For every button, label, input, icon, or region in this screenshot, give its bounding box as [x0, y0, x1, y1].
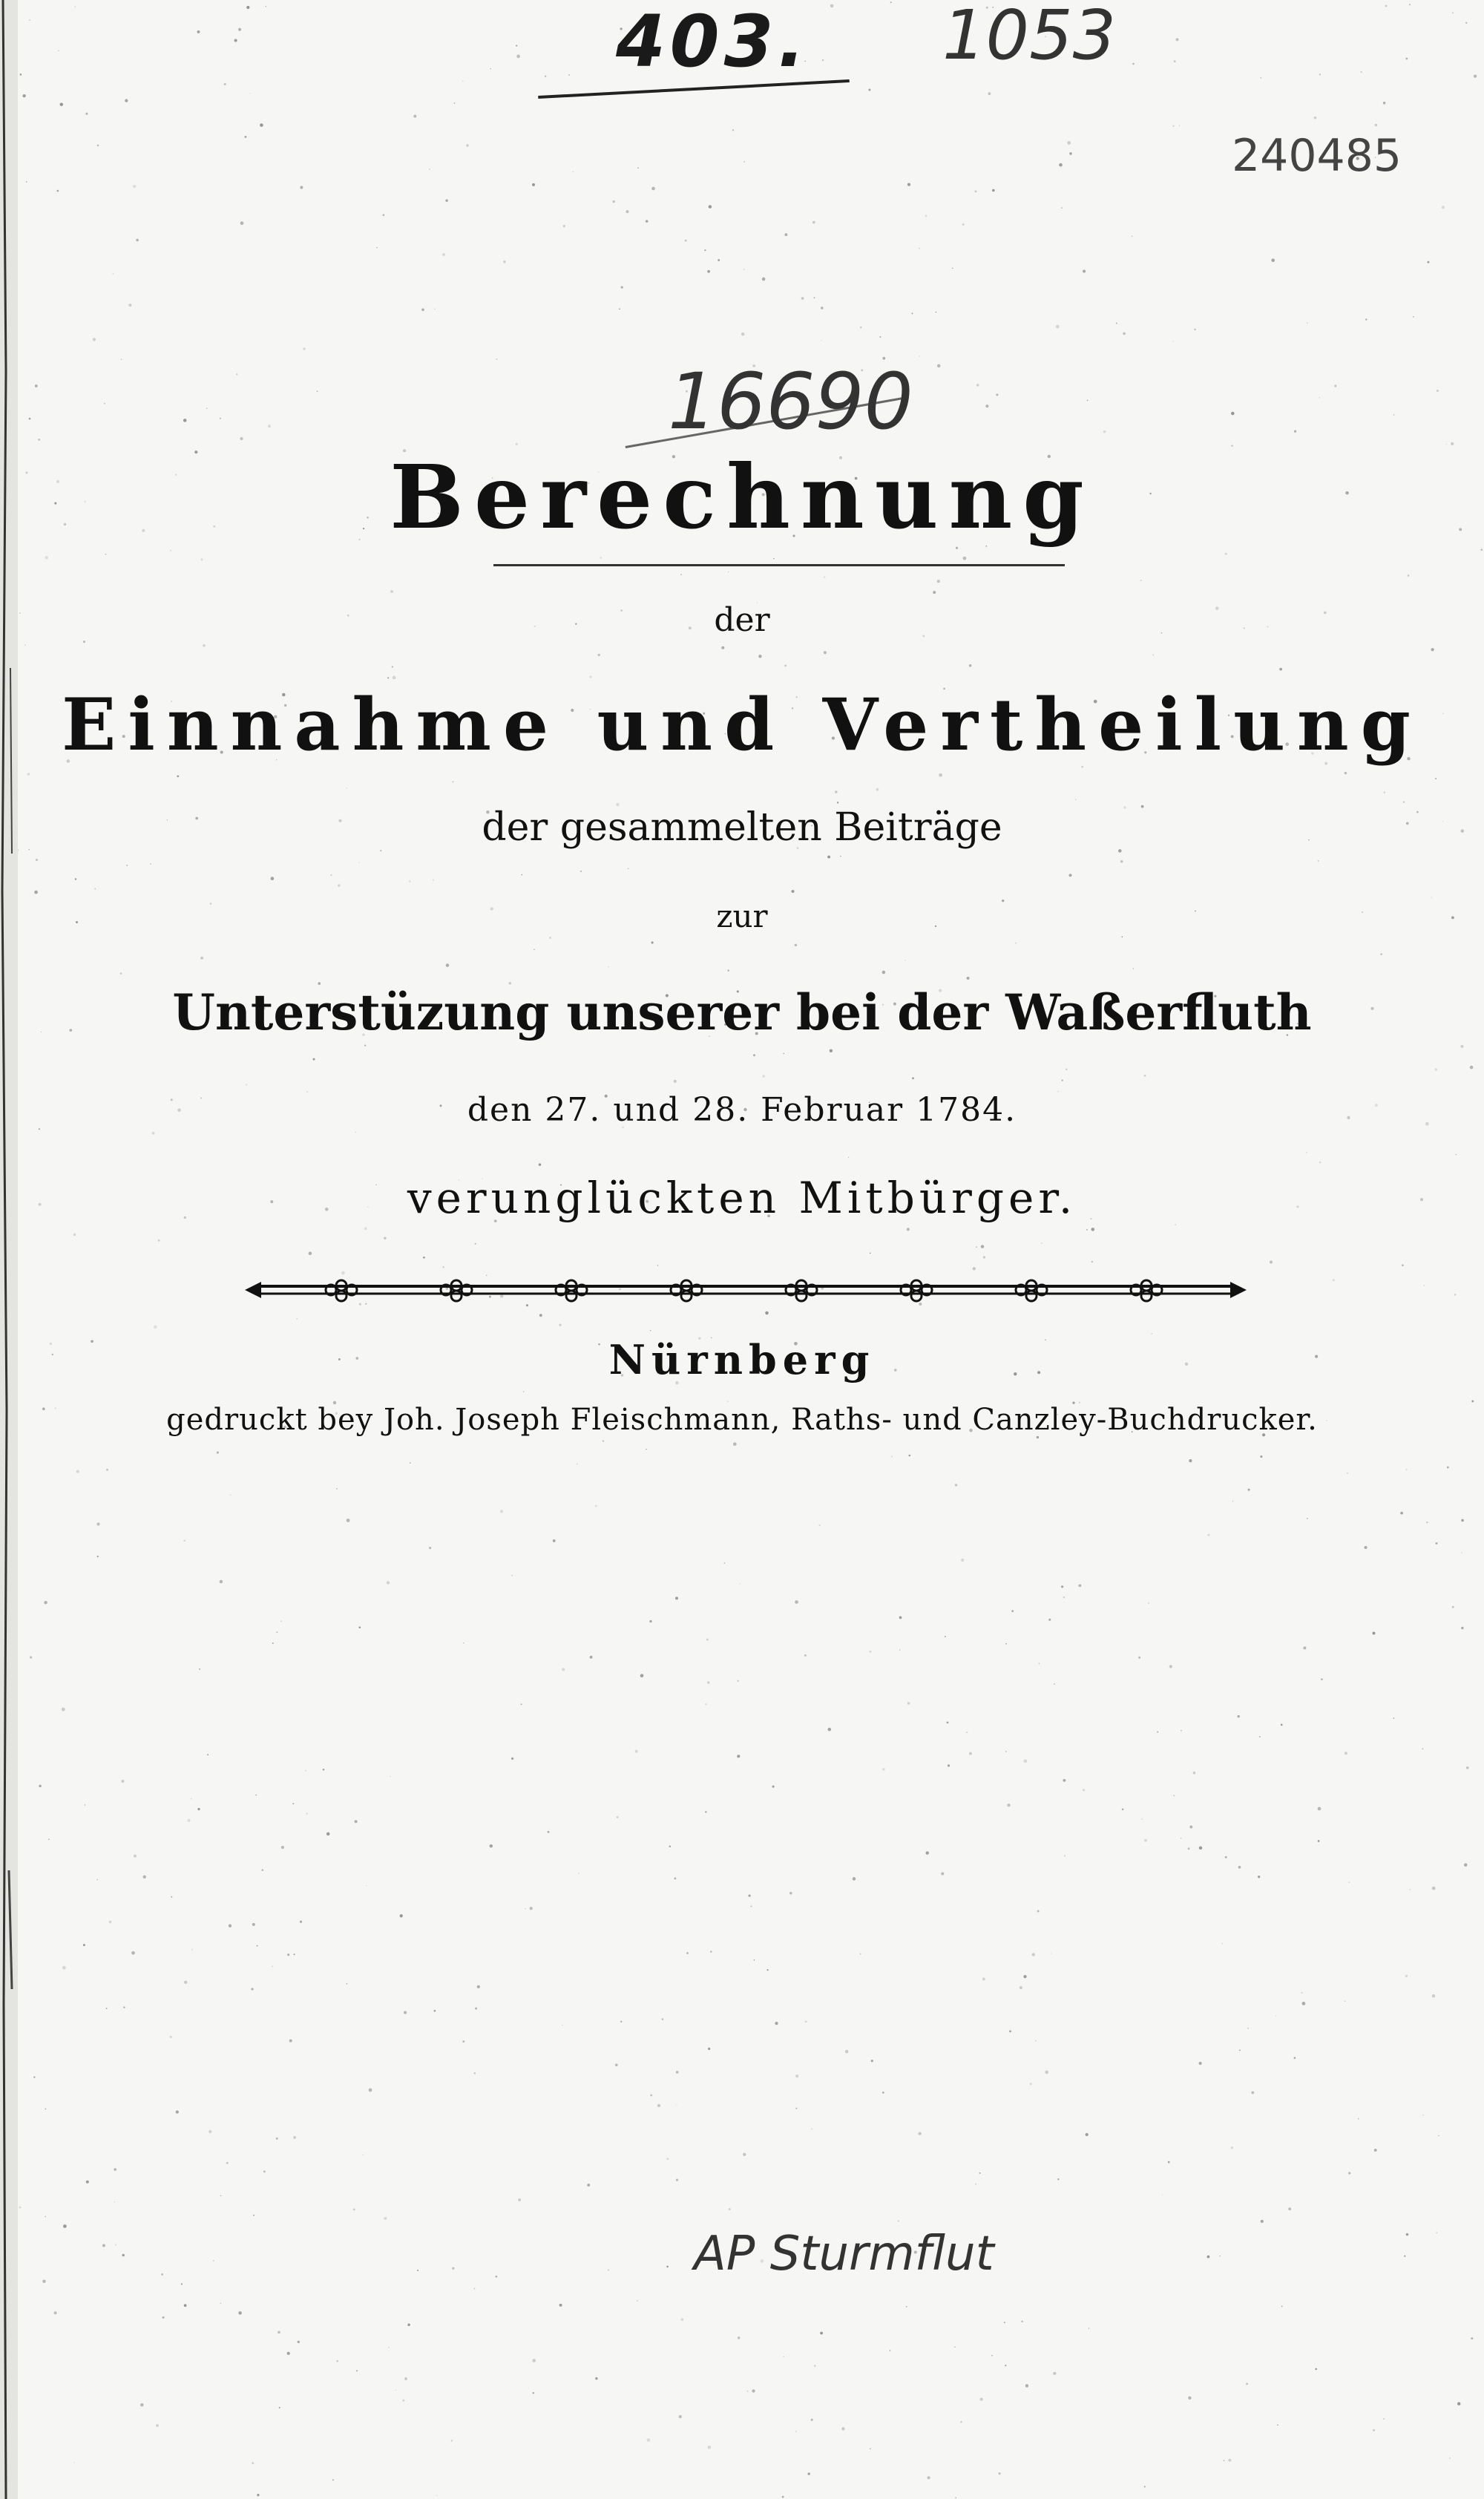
page-edge-shadow [0, 0, 18, 2499]
line-verunglueckten: verunglückten Mitbürger. [407, 1173, 1077, 1223]
handwritten-note-bottom: AP Sturmflut [694, 2227, 994, 2282]
handwritten-number-corner: 240485 [1232, 130, 1402, 182]
line-gesammelten: der gesammelten Beiträge [482, 805, 1002, 850]
decorative-ornament-rule [245, 1273, 1247, 1309]
handwritten-number-top: 1053 [942, 0, 1117, 75]
handwritten-number-middle: 16690 [668, 356, 913, 447]
line-zur: zur [716, 898, 768, 934]
title-rule [493, 564, 1065, 566]
line-date: den 27. und 28. Februar 1784. [467, 1091, 1017, 1129]
imprint-printer: gedruckt bey Joh. Joseph Fleischmann, Raths- und Canzley-Buchdrucker. [166, 1403, 1318, 1437]
imprint-place: Nürnberg [608, 1336, 876, 1383]
document-title: Berechnung [390, 445, 1094, 548]
line-unterstuetzung: Unterstüzung unserer bei der Waßerfluth [172, 983, 1312, 1041]
line-der: der [714, 601, 770, 639]
handwritten-shelfmark: 403. [616, 0, 810, 83]
document-subtitle: Einnahme und Vertheilung [62, 683, 1422, 767]
